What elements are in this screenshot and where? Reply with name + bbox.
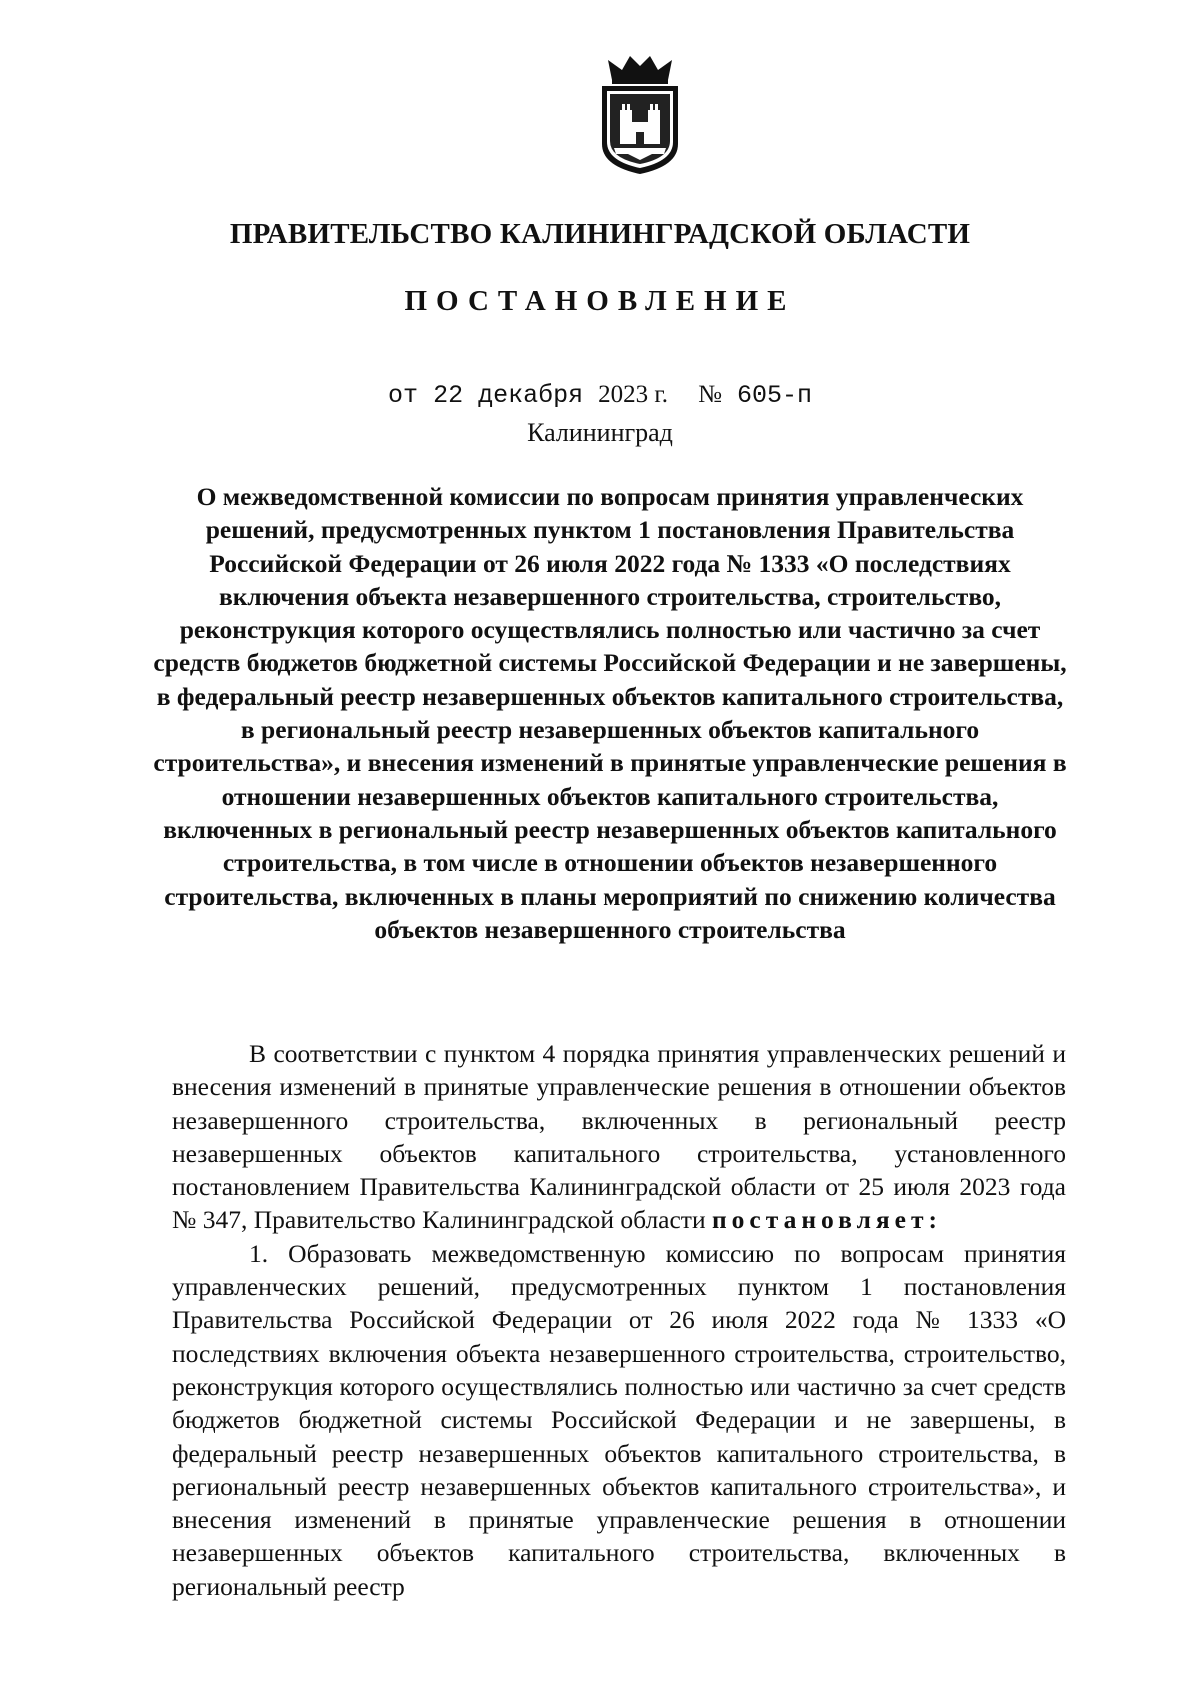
document-date: 22 декабря	[433, 381, 584, 410]
preamble-paragraph	[172, 1037, 1066, 1237]
number-sign: №	[698, 381, 722, 408]
date-prefix: от	[388, 381, 419, 410]
preamble-text: В соответствии с пунктом 4 порядка принятия управленческих решений и внесения изменений в принятые управленческие решения в отношении объектов незавершенного строительства, включенных в региональный реестр незавершенных объектов капитального строительства, установленного постановлением Правительства Калининградской области от 25 июля 2023 года № 347, Правительство Калининградской области	[172, 1039, 1066, 1235]
document-city: Калининград	[527, 418, 673, 447]
document-year: 2023 г.	[598, 381, 669, 408]
coat-of-arms-icon	[594, 52, 686, 177]
document-type: ПОСТАНОВЛЕНИЕ	[404, 285, 796, 317]
document-number: 605-п	[736, 381, 812, 410]
document-date-line	[0, 381, 1200, 410]
item-1-paragraph: 1. Образовать межведомственную комиссию по вопросам принятия управленческих решений, предусмотренных пунктом 1 постановления Правительства Российской Федерации от 26 июля 2022 года № 1333 «О последствиях включения объекта незавершенного строительства, строительство, реконструкция которого осуществлялись полностью или частично за счет средств бюджетов бюджетной системы Российской Федерации и не завершены, в федеральный реестр незавершенных объектов капитального строительства, в региональный реестр незавершенных объектов капитального строительства», и внесения изменений в принятые управленческие решения в отношении незавершенных объектов капитального строительства, включенных в региональный реестр	[172, 1238, 1066, 1601]
document-body	[172, 1037, 1066, 1603]
document-subject: О межведомственной комиссии по вопросам принятия управленческих решений, предусмотренных пунктом 1 постановления Правительства Российской Федерации от 26 июля 2022 года № 1333 «О последствиях включения объекта незавершенного строительства, строительство, реконструкция которого осуществлялись полностью или частично за счет средств бюджетов бюджетной системы Российской Федерации и не завершены, в федеральный реестр незавершенных объектов капитального строительства, в региональный реестр незавершенных объектов капитального строительства», и внесения изменений в принятые управленческие решения в отношении незавершенных объектов капитального строительства, включенных в региональный реестр незавершенных объектов капитального строительства, в том числе в отношении объектов незавершенного строительства, включенных в планы мероприятий по снижению количества объектов незавершенного строительства	[153, 482, 1067, 944]
government-title: ПРАВИТЕЛЬСТВО КАЛИНИНГРАДСКОЙ ОБЛАСТИ	[229, 218, 971, 250]
decree-word: постановляет:	[711, 1205, 943, 1235]
